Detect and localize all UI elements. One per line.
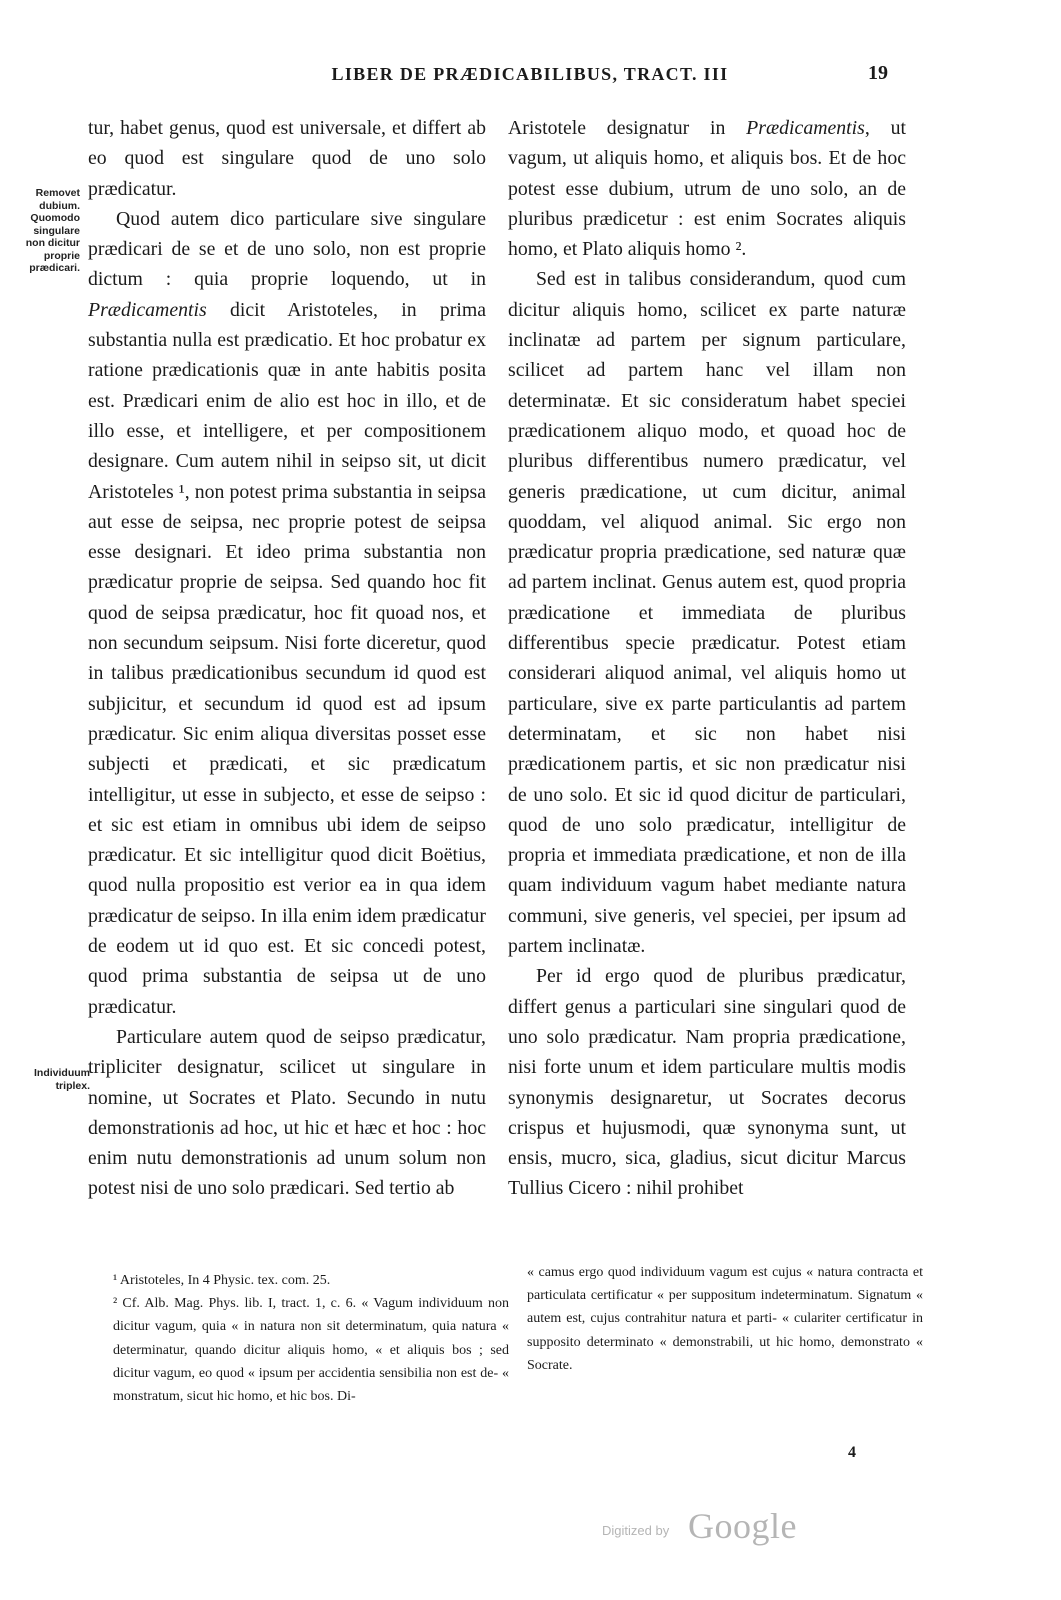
left-paragraph-3: Particulare autem quod de seipso prædicatur, tripliciter designatur, scilicet ut singulare in nomine, ut Socrates et Plato. Secundo in nutu demonstrationis ad hoc, ut hic et hæc et hoc : hoc enim nutu demonstrationis ad unum solum non potest nisi de uno solo prædicari. Sed tertio ab <box>88 1025 486 1200</box>
running-title: LIBER DE PRÆDICABILIBUS, TRACT. III <box>331 64 729 84</box>
right-column <box>508 113 906 1204</box>
google-logo: Google <box>688 1506 797 1546</box>
left-paragraph-2: Quod autem dico particulare sive singulare prædicari de se et de uno solo, non est proprie dictum : quia proprie loquendo, ut in Prædicamentis dicit Aristoteles, in prima substantia nulla est prædicatio. Et hoc probatur ex ratione prædicationis quæ in ante habitis posita est. Prædicari enim de alio est hoc in illo, et de illo esse, et intelligere, et per compositionem designare. Cum autem nihil in seipso sit, ut dicit Aristoteles ¹, non potest prima substantia in seipsa aut esse de seipsa, nec proprie potest de seipsa esse designari. Et ideo prima substantia non prædicatur proprie de seipsa. Sed quando hoc fit quod de seipsa prædicatur, hoc fit quoad nos, et non secundum seipsum. Nisi forte diceretur, quod in talibus prædicationibus secundum id quod est subjicitur, et secundum id quod est ad ipsum prædicatur. Sic enim aliqua diversitas posset esse subjecti et prædicati, et sic prædicatum intelligitur, ut esse in subjecto, et esse de seipso : et sic est etiam in omnibus ubi idem de seipso prædicatur. Et sic intelligitur quod dicit Boëtius, quod nulla propositio est verior ea in qua idem prædicatur de seipso. In illa enim idem prædicatur de eodem ut id quo est. Et sic concedi potest, quod prima substantia de seipsa ut de uno prædicatur. <box>88 207 486 1018</box>
footnote-2-continued: « camus ergo quod individuum vagum est cujus « natura contracta et particulata certificatur « per suppositum indeterminatum. Signatum « autem est, cujus contrahitur natura et parti- « culariter certificatur in supposito determinato « demonstrabili, ut hic homo, demonstrato « Socrate. <box>527 1265 923 1373</box>
right-paragraph-2: Sed est in talibus considerandum, quod cum dicitur aliquis homo, scilicet ex parte naturæ inclinatæ ad partem per signum particulare, scilicet ad partem hanc vel illam non determinatæ. Et sic consideratum habet speciei prædicationem aliquo modo, et quoad hoc de pluribus differentibus numero prædicatur, vel generis prædicatione, ut cum dicitur, animal quoddam, vel aliquod animal. Sic ergo non prædicatur propria prædicatione, sed naturæ quæ ad partem inclinat. Genus autem est, quod propria prædicatione et immediata de pluribus differentibus specie prædicatur. Potest etiam considerari aliquod animal, vel aliquis homo ut particulare, sive ex parte particulantis ad partem determinatam, et sic non habet nisi prædicationem partis, et sic non prædicatur nisi de uno solo. Et sic id quod dicitur de particulari, quod de uno solo prædicatur, intelligitur de propria et immediata prædicatione, et non de illa quam individuum vagum habet mediante natura communi, sive generis, vel speciei, per ipsum ad partem inclinatæ. <box>508 268 906 958</box>
left-column <box>88 113 486 1204</box>
footnotes-left <box>113 1269 509 1408</box>
footnote-2: ² Cf. Alb. Mag. Phys. lib. I, tract. 1, c. 6. « Vagum individuum non dicitur vagum, quia « in natura non sit determinatum, quia natura « determinatur, quando dicitur aliquis homo, « et aliquis bos ; sed dicitur vagum, eo quod « ipsum per accidentia sensibilia non est de- « monstratum, sicut hic homo, et hic bos. Di- <box>113 1296 509 1405</box>
watermark-prefix: Digitized by <box>602 1523 670 1538</box>
right-paragraph-1: Aristotele designatur in Prædicamentis, ut vagum, ut aliquis homo, et aliquis bos. Et de hoc potest esse dubium, utrum de uno solo, an de pluribus prædicetur : est enim Socrates aliquis homo, et Plato aliquis homo ². <box>508 117 906 261</box>
right-paragraph-3: Per id ergo quod de pluribus prædicatur, differt genus a particulari sine singulari quod de uno solo prædicatur. Nam propria prædicatione, nisi forte unum et idem particulare multis modis synonymis designaretur, ut Socrates decorus crispus et hujusmodi, quæ synonyma sunt, ut ensis, mucro, sica, gladius, sicut dicitur Marcus Tullius Cicero : nihil prohibet <box>508 965 906 1200</box>
margin-note-individuum-triplex: Individuum triplex. <box>34 1067 90 1092</box>
cited-work-title: Prædicamentis <box>746 117 865 139</box>
margin-note-removet-dubium: Removet dubium. Quomodo singulare non dicitur proprie prædicari. <box>25 187 80 274</box>
page-number: 19 <box>868 62 888 84</box>
footnote-1: ¹ Aristoteles, In 4 Physic. tex. com. 25. <box>113 1273 331 1288</box>
cited-work-title: Prædicamentis <box>88 298 207 321</box>
signature-mark: 4 <box>848 1444 856 1461</box>
footnotes-right <box>527 1261 923 1377</box>
left-paragraph-1: tur, habet genus, quod est universale, et differt ab eo quod est singulare quod de uno solo prædicatur. <box>88 117 486 200</box>
digitized-by-google-watermark <box>602 1505 922 1545</box>
